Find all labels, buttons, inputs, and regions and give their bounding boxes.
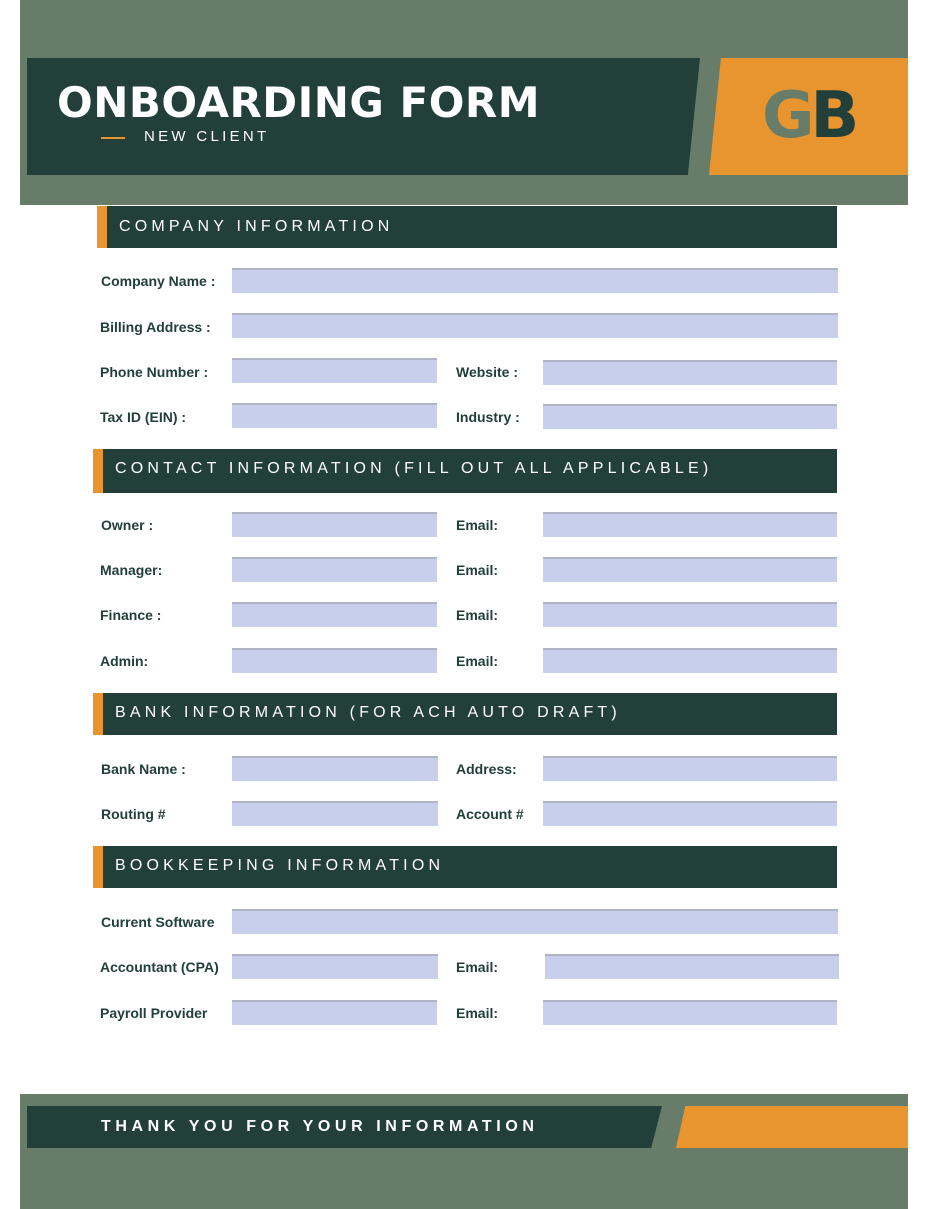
payroll-label: Payroll Provider [100, 1005, 208, 1021]
section-title-bookkeeping: BOOKKEEPING INFORMATION [115, 857, 445, 874]
tax-id-label: Tax ID (EIN) : [100, 409, 187, 425]
section-accent [93, 846, 103, 888]
payroll-email-input[interactable] [543, 1000, 837, 1025]
accountant-email-input[interactable] [545, 954, 839, 979]
form-subtitle: NEW CLIENT [144, 128, 270, 145]
manager-email-input[interactable] [543, 557, 837, 582]
owner-input[interactable] [232, 512, 437, 537]
account-input[interactable] [543, 801, 837, 826]
company-name-input[interactable] [232, 268, 838, 293]
section-title-company: COMPANY INFORMATION [119, 218, 394, 235]
manager-email-label: Email: [456, 562, 499, 578]
section-bank-header [93, 693, 837, 735]
owner-email-label: Email: [456, 517, 499, 533]
manager-label: Manager: [100, 562, 163, 578]
routing-input[interactable] [232, 801, 438, 826]
logo-letter-b: B [810, 79, 856, 153]
admin-email-input[interactable] [543, 648, 837, 673]
section-accent [93, 693, 103, 735]
form-title: ONBOARDING FORM [57, 78, 541, 127]
admin-label: Admin: [100, 653, 149, 669]
logo [762, 76, 855, 156]
section-bookkeeping-header [93, 846, 837, 888]
accountant-label: Accountant (CPA) [100, 959, 219, 975]
industry-input[interactable] [543, 404, 837, 429]
section-company-header [97, 206, 837, 248]
company-name-label: Company Name : [101, 273, 216, 289]
website-label: Website : [456, 364, 518, 380]
payroll-email-label: Email: [456, 1005, 499, 1021]
accountant-input[interactable] [232, 954, 438, 979]
finance-input[interactable] [232, 602, 437, 627]
section-title-bank: BANK INFORMATION (FOR ACH AUTO DRAFT) [115, 704, 621, 721]
section-accent [97, 206, 107, 248]
payroll-input[interactable] [232, 1000, 437, 1025]
bank-address-input[interactable] [543, 756, 837, 781]
subtitle-dash [101, 137, 125, 139]
admin-email-label: Email: [456, 653, 499, 669]
account-label: Account # [456, 806, 524, 822]
finance-email-label: Email: [456, 607, 499, 623]
finance-label: Finance : [100, 607, 162, 623]
footer-text: THANK YOU FOR YOUR INFORMATION [101, 1118, 539, 1135]
phone-number-label: Phone Number : [100, 364, 209, 380]
section-accent [93, 449, 103, 493]
billing-address-input[interactable] [232, 313, 838, 338]
manager-input[interactable] [232, 557, 437, 582]
logo-letter-g: G [762, 79, 811, 153]
billing-address-label: Billing Address : [100, 319, 211, 335]
section-contact-header [93, 449, 837, 493]
tax-id-input[interactable] [232, 403, 437, 428]
bank-name-label: Bank Name : [101, 761, 186, 777]
routing-label: Routing # [101, 806, 166, 822]
finance-email-input[interactable] [543, 602, 837, 627]
section-title-contact: CONTACT INFORMATION (FILL OUT ALL APPLICABLE) [115, 460, 713, 477]
owner-label: Owner : [101, 517, 154, 533]
website-input[interactable] [543, 360, 837, 385]
bank-address-label: Address: [456, 761, 517, 777]
bank-name-input[interactable] [232, 756, 438, 781]
current-software-label: Current Software [101, 914, 215, 930]
admin-input[interactable] [232, 648, 437, 673]
phone-number-input[interactable] [232, 358, 437, 383]
footer-accent [676, 1106, 908, 1148]
accountant-email-label: Email: [456, 959, 499, 975]
current-software-input[interactable] [232, 909, 838, 934]
owner-email-input[interactable] [543, 512, 837, 537]
industry-label: Industry : [456, 409, 520, 425]
